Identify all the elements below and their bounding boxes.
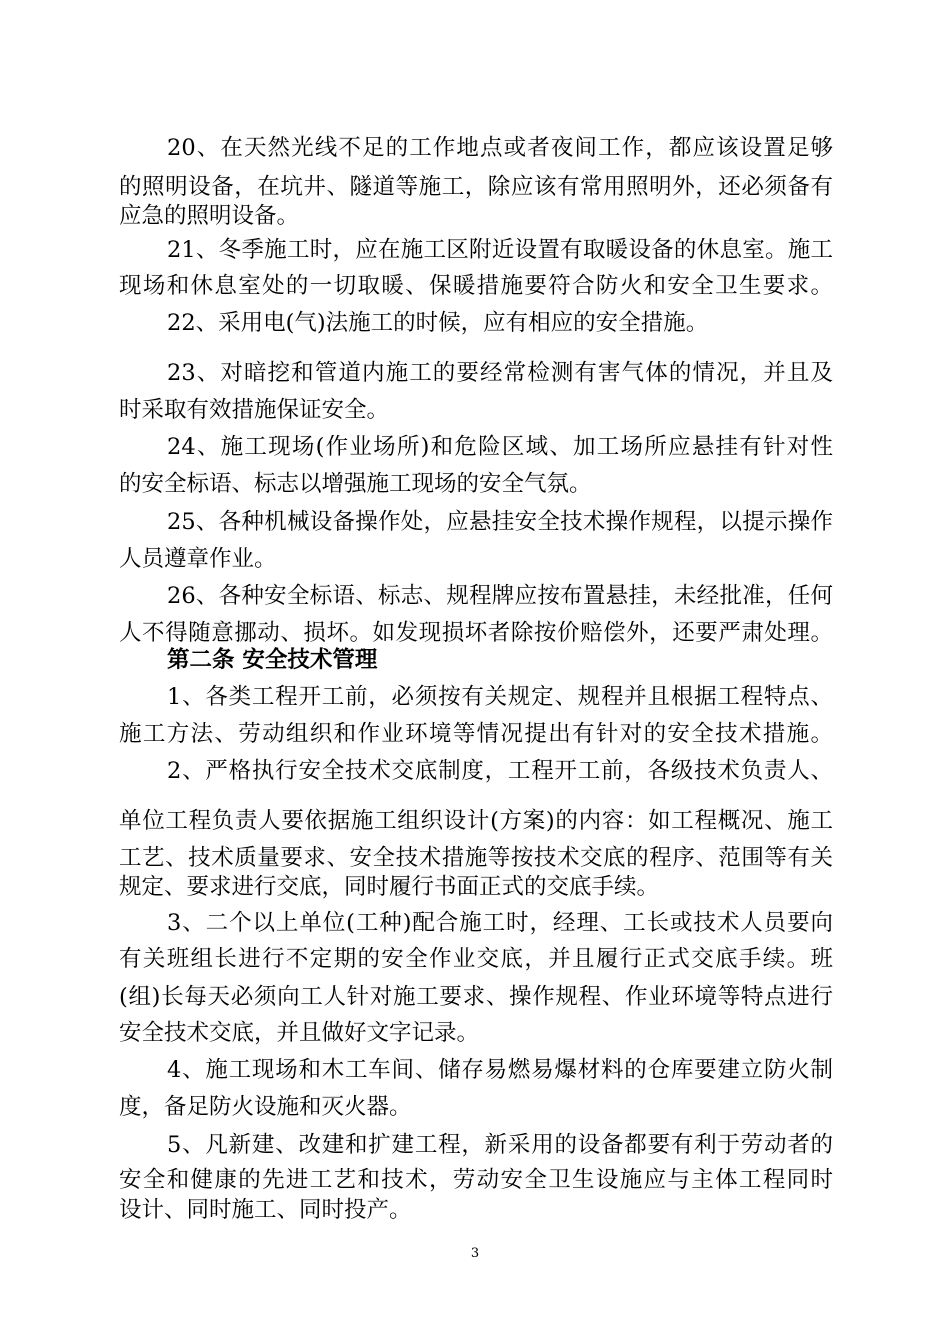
item-3-line-2: 有关班组长进行不定期的安全作业交底，并且履行正式交底手续。班 bbox=[119, 946, 833, 972]
paragraph-23-line-1: 23、对暗挖和管道内施工的要经常检测有害气体的情况，并且及 bbox=[167, 360, 833, 386]
item-5-line-1: 5、凡新建、改建和扩建工程，新采用的设备都要有利于劳动者的 bbox=[167, 1132, 833, 1158]
paragraph-25-line-1: 25、各种机械设备操作处，应悬挂安全技术操作规程，以提示操作 bbox=[167, 509, 833, 535]
item-3-line-4: 安全技术交底，并且做好文字记录。 bbox=[119, 1020, 480, 1046]
item-4-line-2: 度，备足防火设施和灭火器。 bbox=[119, 1094, 412, 1120]
paragraph-24-line-2: 的安全标语、标志以增强施工现场的安全气氛。 bbox=[119, 471, 592, 497]
item-2-line-2: 单位工程负责人要依据施工组织设计(方案)的内容：如工程概况、施工 bbox=[119, 808, 833, 834]
item-5-line-3: 设计、同时施工、同时投产。 bbox=[119, 1197, 412, 1223]
paragraph-20-line-1: 20、在天然光线不足的工作地点或者夜间工作，都应该设置足够 bbox=[167, 135, 833, 161]
item-1-line-2: 施工方法、劳动组织和作业环境等情况提出有针对的安全技术措施。 bbox=[119, 721, 833, 747]
paragraph-20-line-2: 的照明设备，在坑井、隧道等施工，除应该有常用照明外，还必须备有 bbox=[119, 174, 833, 200]
paragraph-25-line-2: 人员遵章作业。 bbox=[119, 546, 277, 572]
item-1-line-1: 1、各类工程开工前，必须按有关规定、规程并且根据工程特点、 bbox=[167, 684, 833, 710]
item-5-line-2: 安全和健康的先进工艺和技术，劳动安全卫生设施应与主体工程同时 bbox=[119, 1167, 833, 1193]
item-2-line-3: 工艺、技术质量要求、安全技术措施等按技术交底的程序、范围等有关 bbox=[119, 845, 833, 871]
paragraph-26-line-1: 26、各种安全标语、标志、规程牌应按布置悬挂，未经批准，任何 bbox=[167, 583, 833, 609]
page-number: 3 bbox=[470, 1246, 480, 1261]
paragraph-24-line-1: 24、施工现场(作业场所)和危险区域、加工场所应悬挂有针对性 bbox=[167, 434, 833, 460]
item-3-line-1: 3、二个以上单位(工种)配合施工时，经理、工长或技术人员要向 bbox=[167, 910, 833, 936]
section-heading: 第二条 安全技术管理 bbox=[167, 647, 378, 673]
paragraph-20-line-3: 应急的照明设备。 bbox=[119, 203, 300, 229]
item-4-line-1: 4、施工现场和木工车间、储存易燃易爆材料的仓库要建立防火制 bbox=[167, 1057, 833, 1083]
paragraph-26-line-2: 人不得随意挪动、损坏。如发现损坏者除按价赔偿外，还要严肃处理。 bbox=[119, 620, 833, 646]
paragraph-22-line-1: 22、采用电(气)法施工的时候，应有相应的安全措施。 bbox=[167, 310, 709, 336]
item-2-line-1: 2、严格执行安全技术交底制度，工程开工前，各级技术负责人、 bbox=[167, 758, 833, 784]
paragraph-21-line-1: 21、冬季施工时，应在施工区附近设置有取暖设备的休息室。施工 bbox=[167, 237, 833, 263]
item-3-line-3: (组)长每天必须向工人针对施工要求、操作规程、作业环境等特点进行 bbox=[119, 984, 833, 1010]
paragraph-23-line-2: 时采取有效措施保证安全。 bbox=[119, 397, 390, 423]
paragraph-21-line-2: 现场和休息室处的一切取暖、保暖措施要符合防火和安全卫生要求。 bbox=[119, 273, 833, 299]
item-2-line-4: 规定、要求进行交底，同时履行书面正式的交底手续。 bbox=[119, 874, 660, 900]
